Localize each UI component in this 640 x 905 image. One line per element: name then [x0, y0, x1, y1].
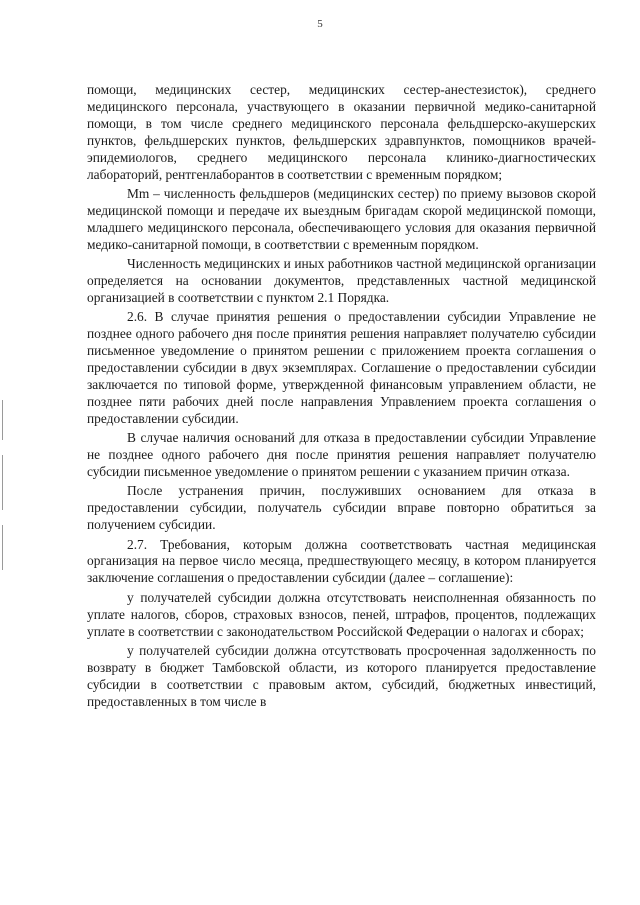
paragraph: Численность медицинских и иных работников частной медицинской организации определяется на основании документов, представленных частной медицинской организацией в соответствии с пунктом 2.1 Порядка. — [87, 256, 596, 305]
scan-edge-mark — [2, 525, 3, 570]
paragraph: Mm – численность фельдшеров (медицинских сестер) по приему вызовов скорой медицинской помощи и передаче их выездным бригадам скорой медицинской помощи, младшего медицинского персонала, обеспечивающего условия для оказания первичной медико-санитарной помощи, в соответствии с временным порядком. — [87, 185, 596, 252]
paragraph: 2.7. Требования, которым должна соответствовать частная медицинская организация на первое число месяца, предшествующего месяцу, в котором планируется заключение соглашения о предоставлении субсидии (далее – соглашение): — [87, 536, 596, 586]
document-body — [87, 82, 596, 713]
list-item: у получателей субсидии должна отсутствовать неисполненная обязанность по уплате налогов, сборов, страховых взносов, пеней, штрафов, процентов, подлежащих уплате в соответствии с законодательством Российской Федерации о налогах и сборах; — [87, 589, 596, 639]
paragraph: В случае наличия оснований для отказа в предоставлении субсидии Управление не позднее одного рабочего дня после принятия решения направляет получателю субсидии письменное уведомление о принятом решении с указанием причин отказа. — [87, 430, 596, 479]
page-number: 5 — [317, 18, 323, 30]
list-item: у получателей субсидии должна отсутствовать просроченная задолженность по возврату в бюджет Тамбовской области, из которого планируется предоставление субсидии в соответствии с правовым актом, субсидий, бюджетных инвестиций, предоставленных в том числе в — [87, 643, 596, 709]
scan-edge-mark — [2, 400, 3, 440]
paragraph: После устранения причин, послуживших основанием для отказа в предоставлении субсидии, получатель субсидии вправе повторно обратиться за получением субсидии. — [87, 483, 596, 533]
paragraph: 2.6. В случае принятия решения о предоставлении субсидии Управление не позднее одного рабочего дня после принятия решения направляет получателю субсидии письменное уведомление о принятом решении с приложением проекта соглашения о предоставлении субсидии в двух экземплярах. Соглашение о предоставлении субсидии заключается по типовой форме, утвержденной финансовым управлением области, не позднее пяти рабочих дней после направления Управлением проекта соглашения о предоставлении субсидии. — [87, 309, 596, 426]
scan-edge-mark — [2, 455, 3, 510]
paragraph: помощи, медицинских сестер, медицинских сестер-анестезисток), среднего медицинского персонала, участвующего в оказании первичной медико-санитарной помощи, в том числе среднего медицинского персонала фельдшерско-акушерских пунктов, фельдшерских пунктов, фельдшерских здравпунктов, помощников врачей-эпидемиологов, среднего медицинского персонала клинико-диагностических лабораторий, рентгенлаборантов в соответствии с временным порядком; — [87, 82, 596, 182]
